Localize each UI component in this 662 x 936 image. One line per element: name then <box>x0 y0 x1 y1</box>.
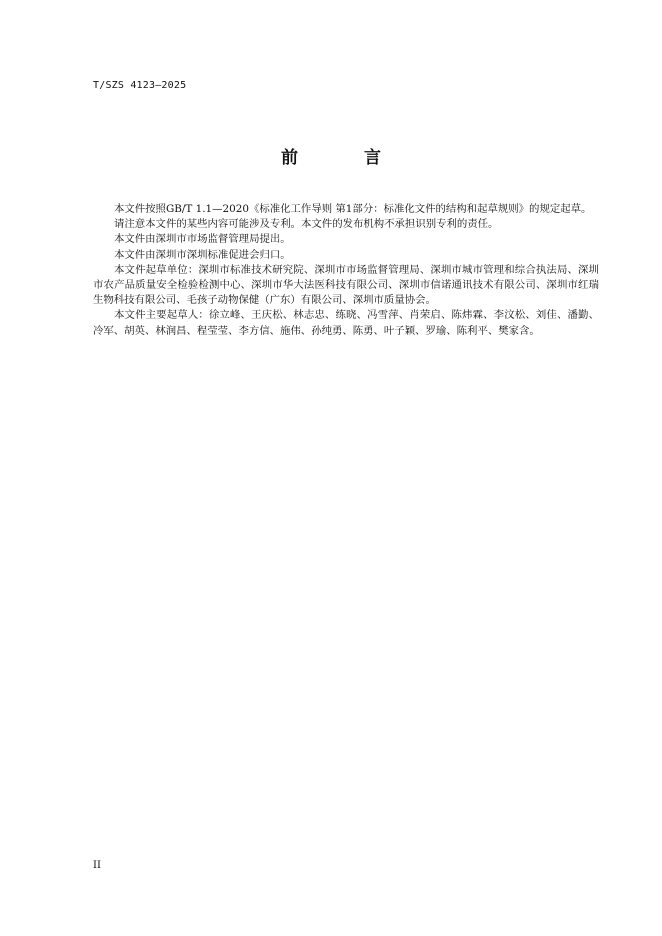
paragraph-proposer: 本文件由深圳市市场监督管理局提出。 <box>114 233 291 246</box>
page-title: 前 言 <box>281 148 411 168</box>
document-code: T/SZS 4123—2025 <box>93 80 187 91</box>
paragraph-administrator: 本文件由深圳市深圳标准促进会归口。 <box>114 248 291 261</box>
foreword-body <box>93 202 599 339</box>
paragraph-drafters: 本文件主要起草人：徐立峰、王庆松、林志忠、练晓、冯雪萍、肖荣启、陈炜霖、李汶松、刘佳、潘勤、冷军、胡英、林润昌、程莹莹、李方信、施伟、孙纯勇、陈勇、叶子颖、罗瑜、陈利平、樊家含。 <box>93 309 599 337</box>
paragraph-drafting-rules: 本文件按照GB/T 1.1—2020《标准化工作导则 第1部分：标准化文件的结构和起草规则》的规定起草。 <box>114 203 592 215</box>
paragraph-patent-notice: 请注意本文件的某些内容可能涉及专利。本文件的发布机构不承担识别专利的责任。 <box>114 218 499 231</box>
paragraph-drafting-units: 本文件起草单位：深圳市标准技术研究院、深圳市市场监督管理局、深圳市城市管理和综合执法局、深圳市农产品质量安全检验检测中心、深圳市华大法医科技有限公司、深圳市信诺通讯技术有限公司、深圳市红瑞生物科技有限公司、毛孩子动物保健（广东）有限公司、深圳市质量协会。 <box>93 263 599 307</box>
page-number: II <box>93 860 101 871</box>
